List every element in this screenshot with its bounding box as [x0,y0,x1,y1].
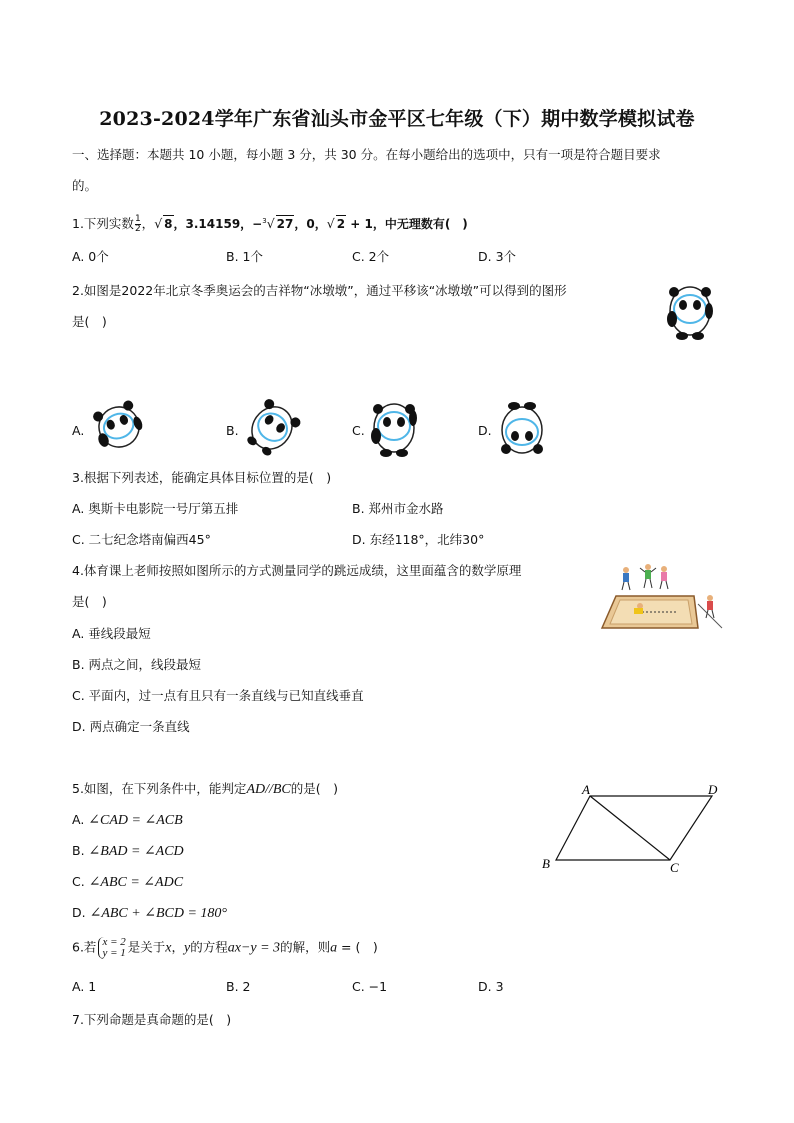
mascot-option-d-image[interactable] [496,402,548,458]
mascot-option-a-image[interactable] [90,402,148,452]
q1-option-c[interactable]: C. 2个 [352,249,390,264]
cube-root-index: 3 [262,217,267,225]
section-instructions-cont: 的。 [72,178,98,193]
q6-option-d[interactable]: D. 3 [478,979,504,994]
q3-option-a[interactable]: A. 奥斯卡电影院一号厅第五排 [72,501,239,516]
question-7-stem: 7.下列命题是真命题的是( ) [72,1012,232,1027]
page-title: 2023-2024学年广东省汕头市金平区七年级（下）期中数学模拟试卷 [99,108,695,130]
q2-option-c-label[interactable]: C. [352,423,365,438]
q1-list: ，3.14159，− [173,217,263,232]
q4-option-c[interactable]: C. 平面内，过一点有且只有一条直线与已知直线垂直 [72,688,364,703]
q4-option-b[interactable]: B. 两点之间，线段最短 [72,657,202,672]
q3-option-b[interactable]: B. 郑州市金水路 [352,501,444,516]
q5-condition: AD//BC [246,782,291,797]
sqrt-2: √ 2 [326,216,346,232]
question-2-stem-cont: 是( ) [72,314,107,329]
vertex-label-d: D [708,782,718,797]
q6-equation: ax−y = 3 [227,940,281,956]
q1-prefix: 1.下列实数 [72,216,134,232]
vertex-label-b: B [542,856,550,871]
q1-option-d[interactable]: D. 3个 [478,249,517,264]
q3-option-d[interactable]: D. 东经118°，北纬30° [352,532,485,547]
question-4-stem-cont: 是( ) [72,594,107,609]
long-jump-figure [598,562,726,632]
q4-option-d[interactable]: D. 两点确定一条直线 [72,719,190,734]
q1-end: + 1，中无理数有( ) [346,217,468,232]
question-4-stem: 4.体育课上老师按照如图所示的方式测量同学的跳远成绩，这里面蕴含的数学原理 [72,563,522,578]
sqrt-8: √ 8 [154,216,173,232]
vertex-label-a: A [582,782,590,797]
parallelogram-figure [536,780,726,876]
q3-option-c[interactable]: C. 二七纪念塔南偏西45° [72,532,211,547]
q5-option-a[interactable]: A. ∠CAD = ∠ACB [72,812,183,828]
q2-option-d-label[interactable]: D. [478,423,492,438]
q5-option-b[interactable]: B. ∠BAD = ∠ACD [72,843,184,859]
section-instructions: 一、选择题：本题共 10 小题，每小题 3 分，共 30 分。在每小题给出的选项中，只有一项是符合题目要求 [72,147,661,162]
q5-option-d[interactable]: D. ∠ABC + ∠BCD = 180° [72,905,227,921]
question-6-stem: 6.若 x = 2 y = 1 是关于x，y的方程ax−y = 3的解，则a = ( ) [72,936,378,959]
q5-option-c[interactable]: C. ∠ABC = ∠ADC [72,874,184,890]
q2-option-a-label[interactable]: A. [72,423,85,438]
q6-option-c[interactable]: C. −1 [352,979,388,994]
fraction-one-half: $\frac{1}{2}$ [134,214,141,235]
mascot-reference-figure [664,283,716,341]
q1-option-a[interactable]: A. 0个 [72,249,109,264]
mascot-option-c-image[interactable] [368,400,420,458]
q6-option-b[interactable]: B. 2 [226,979,251,994]
question-2-stem: 2.如图是2022年北京冬季奥运会的吉祥物“冰墩墩”，通过平移该“冰墩墩”可以得到的图形 [72,283,567,298]
cube-root-27: √ 27 [266,216,294,232]
mascot-option-b-image[interactable] [244,400,300,456]
question-5-stem: 5.如图，在下列条件中，能判定AD//BC的是( ) [72,781,339,797]
q6-option-a[interactable]: A. 1 [72,979,97,994]
q1-option-b[interactable]: B. 1个 [226,249,263,264]
q4-option-a[interactable]: A. 垂线段最短 [72,626,151,641]
equation-system: x = 2 y = 1 [98,937,125,959]
question-3-stem: 3.根据下列表述，能确定具体目标位置的是( ) [72,470,332,485]
vertex-label-c: C [670,860,679,875]
q2-option-b-label[interactable]: B. [226,423,239,438]
question-1-stem: 1.下列实数 $\frac{1}{2}$ ，√ 8，3.14159，−$^3$√ 27，0，√ 2 + 1，中无理数有( ) [72,214,468,235]
